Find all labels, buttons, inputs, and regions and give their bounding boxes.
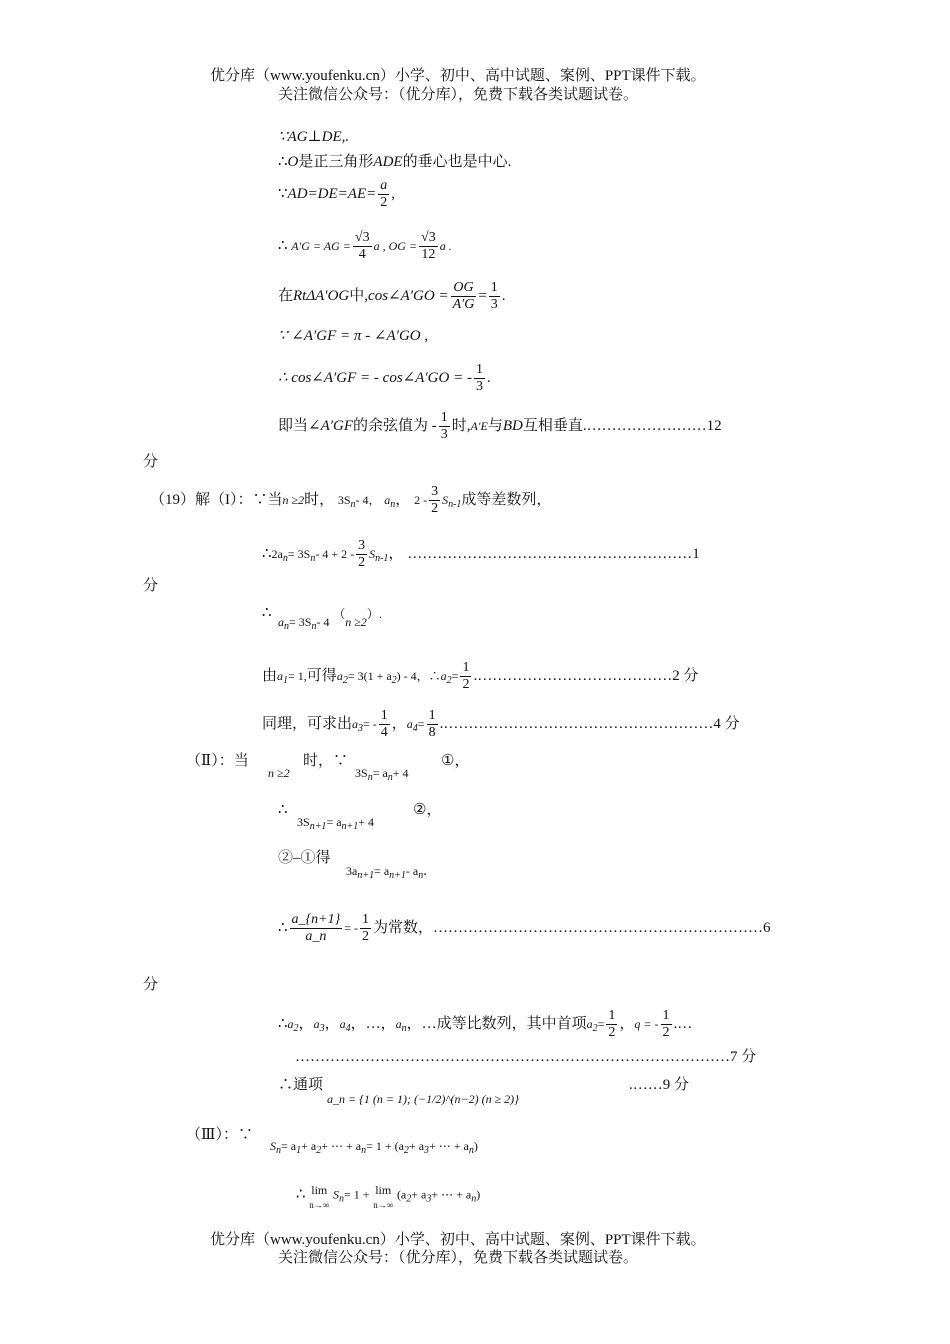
- line-ag-perp-de: ∵AG⊥DE,.: [278, 129, 350, 145]
- numerator: a_{n+1}: [291, 912, 341, 927]
- subscript: 3: [358, 722, 364, 734]
- text: 时，: [304, 491, 335, 508]
- text: 中,: [349, 287, 369, 304]
- numerator: 1: [662, 1008, 670, 1023]
- therefore-symbol: ∴: [278, 1015, 288, 1032]
- header-line-1: 优分库（www.youfenku.cn）小学、初中、高中试题、案例、PPT课件下载。: [210, 68, 706, 84]
- score-unit: 分: [143, 454, 159, 470]
- problem-header: （19）解（I）：∵当: [150, 491, 283, 508]
- text: 时，∵: [303, 753, 349, 769]
- equals: =: [451, 668, 459, 683]
- fraction-sqrt3-over-4: [353, 230, 372, 263]
- text: 在: [278, 287, 294, 304]
- numerator: √3: [354, 230, 370, 245]
- fraction-3-over-2: [356, 538, 367, 571]
- subscript: n+1: [389, 870, 406, 881]
- subscript: n: [367, 772, 373, 783]
- fraction-a-over-2: [378, 178, 389, 211]
- term: + a: [408, 1139, 425, 1153]
- formula: a_n = {1 (n = 1); (−1/2)^(n−2) (n ≥ 2)}: [327, 1091, 519, 1106]
- equation: AD=DE=AE=: [287, 185, 377, 202]
- line-limit-expression: [296, 1180, 480, 1210]
- angle: ∠A′GF: [308, 417, 354, 434]
- line-19-part-1: [150, 484, 551, 517]
- denominator: 2: [662, 1025, 670, 1040]
- subscript: 3: [426, 1193, 432, 1205]
- fraction-1-over-2: [460, 660, 471, 693]
- numerator: 1: [440, 410, 448, 425]
- fraction-og-over-ag: [451, 280, 477, 313]
- term: = -: [344, 920, 358, 935]
- line-geometric-seq: [278, 1008, 692, 1041]
- text: 同理，可求出: [262, 715, 353, 732]
- fraction-1-over-2: [661, 1008, 672, 1041]
- footer-line-2: 关注微信公众号：（优分库），免费下载各类试题试卷。: [278, 1250, 639, 1266]
- term: + ⋯ + a: [321, 1139, 362, 1153]
- equation: a , OG =: [373, 238, 418, 253]
- fraction-1-over-4: [379, 708, 390, 741]
- line-part-2-cond: [268, 763, 290, 783]
- text: 的余弦值为 -: [353, 417, 437, 434]
- subscript: 2: [316, 1145, 322, 1156]
- numerator: 1: [428, 708, 436, 723]
- subscript: n-1: [375, 552, 389, 564]
- subscript: n+1: [309, 821, 327, 832]
- numerator: √3: [421, 230, 436, 245]
- fraction-1-over-3: [474, 362, 485, 395]
- therefore-symbol: ∴: [278, 802, 288, 818]
- lim-subscript: n→∞: [373, 1200, 394, 1210]
- subscript: n: [390, 498, 396, 510]
- limit-operator: [309, 1180, 329, 1210]
- line-part-2-eq: [303, 751, 348, 771]
- fraction-1-over-8: [427, 708, 438, 741]
- line-general-term: [278, 1075, 690, 1106]
- lim-subscript: n→∞: [309, 1200, 330, 1210]
- term: a: [440, 668, 447, 683]
- term: = 1 + (a: [366, 1139, 404, 1153]
- term: a: [586, 1016, 593, 1031]
- numerator: a: [380, 178, 388, 193]
- term: + 4: [392, 766, 409, 780]
- equals: =: [478, 287, 487, 304]
- line-part-3-header: （Ⅲ）：∵: [186, 1127, 253, 1143]
- text: ，…，: [350, 1015, 396, 1032]
- denominator: 4: [358, 247, 366, 262]
- term: a: [278, 615, 284, 629]
- fraction-1-over-2: [606, 1008, 617, 1041]
- subscript: 1: [283, 674, 289, 686]
- term: 3S: [337, 492, 351, 507]
- numerator: 3: [358, 538, 366, 553]
- text: 由: [262, 667, 278, 684]
- point-o: O: [287, 154, 299, 170]
- therefore-symbol: ∴: [296, 1186, 306, 1203]
- text: .…: [673, 1015, 693, 1032]
- therefore-symbol: ∴: [278, 237, 288, 254]
- term: = 1,: [288, 668, 307, 683]
- line-subtract-eq: [346, 861, 427, 886]
- text: .: [486, 369, 491, 386]
- text: ，: [619, 1015, 635, 1032]
- subscript: n: [387, 772, 393, 783]
- score-dots: …………………………………………………1: [407, 545, 700, 562]
- segment-ae: A′E: [470, 418, 488, 433]
- term: a: [287, 1016, 294, 1031]
- term: = 3S: [287, 546, 311, 561]
- term: S: [270, 1139, 276, 1153]
- term: 3S: [297, 815, 310, 829]
- term: a: [336, 668, 343, 683]
- text: 为常数，: [372, 919, 433, 936]
- text: ，: [388, 545, 404, 562]
- term: ) - 4，∴: [396, 668, 441, 683]
- denominator: 2: [431, 501, 439, 516]
- subscript: n: [468, 1145, 474, 1156]
- term: 3a: [346, 864, 358, 878]
- term: = 1 +: [343, 1187, 370, 1202]
- text: ∴通项: [278, 1077, 324, 1093]
- line-an-formula-body: [278, 607, 382, 637]
- line-angle-agf: ∵ ∠A′GF = π - ∠A′GO ,: [278, 328, 429, 344]
- ratio: q = -: [634, 1016, 659, 1031]
- term: = 3S: [289, 615, 312, 629]
- term: + ⋯ + a: [429, 1139, 469, 1153]
- text: 互相垂直.: [522, 417, 587, 434]
- term: a: [384, 492, 391, 507]
- denominator: 8: [428, 725, 436, 740]
- header-line-2: 关注微信公众号：（优分库），免费下载各类试题试卷。: [278, 87, 639, 103]
- subscript: 2: [446, 674, 452, 686]
- text: 与: [487, 417, 503, 434]
- fraction-1-over-3: [489, 280, 500, 313]
- numerator: 1: [361, 912, 369, 927]
- subscript: n: [338, 1193, 344, 1205]
- lim: lim: [375, 1183, 392, 1197]
- term: 2 -: [414, 492, 428, 507]
- term: + a: [301, 1139, 317, 1153]
- condition: n ≥2: [268, 766, 290, 780]
- numerator: 1: [490, 280, 498, 295]
- term: = -: [363, 716, 377, 731]
- equals: =: [597, 1016, 605, 1031]
- subscript: n: [284, 621, 289, 632]
- subscript: 1: [296, 1145, 302, 1156]
- equation: ∴ cos∠A′GF = - cos∠A′GO = -: [278, 369, 472, 386]
- paren: ）.: [366, 607, 382, 621]
- fraction-sqrt3-over-12: [419, 230, 438, 263]
- because-symbol: ∵: [278, 185, 288, 202]
- text: ,: [391, 185, 395, 202]
- subscript: n: [310, 552, 316, 564]
- numerator: 1: [380, 708, 388, 723]
- term: - a: [405, 864, 419, 878]
- subscript: n: [311, 621, 317, 632]
- term: (a: [396, 1187, 407, 1202]
- segment-bd: BD: [502, 417, 523, 434]
- score-dots: .……9 分: [629, 1077, 690, 1093]
- fraction-1-over-3: [439, 410, 450, 443]
- equals: =: [417, 716, 425, 731]
- subscript: n: [350, 498, 356, 510]
- line-sides-equal: [278, 178, 395, 211]
- text: 即当: [278, 417, 309, 434]
- score-dots: …………………………………2 分: [477, 667, 699, 684]
- line-ag-og-values: [278, 230, 452, 263]
- line-subtract: ②–①得: [278, 850, 331, 866]
- denominator: 4: [380, 725, 388, 740]
- subscript: n: [361, 1145, 367, 1156]
- circle-1-marker: ①，: [441, 753, 470, 769]
- score-dots: ……………………12: [586, 417, 722, 434]
- condition: n ≥2: [282, 492, 305, 507]
- general-term-formula-clipped: [327, 1083, 629, 1106]
- fraction-an1-over-an: [290, 912, 343, 945]
- triangle-name: RtΔA′OG: [293, 287, 350, 304]
- therefore-symbol: ∴: [262, 605, 272, 621]
- therefore-symbol: ∴: [262, 545, 272, 562]
- text: 时,: [451, 417, 471, 434]
- text: .: [501, 287, 506, 304]
- line-cos-ago: [278, 280, 506, 313]
- therefore-symbol: ∴: [278, 919, 288, 936]
- subscript: 2: [406, 1193, 412, 1205]
- text: ，: [391, 715, 407, 732]
- numerator: 1: [462, 660, 470, 675]
- part-header: （Ⅱ）：当: [186, 753, 249, 769]
- condition: n ≥2: [345, 615, 367, 629]
- subscript: 3: [319, 1022, 325, 1034]
- line-2an-equation: [262, 538, 700, 571]
- limit-operator: [373, 1180, 393, 1210]
- line-ratio-constant: [278, 912, 770, 945]
- line-conclusion-perpendicular: [278, 410, 722, 443]
- circle-2-marker: ②，: [413, 802, 442, 818]
- text: 可得: [306, 667, 337, 684]
- subscript: n: [471, 1193, 477, 1205]
- lim: lim: [311, 1183, 328, 1197]
- line-o-center: [278, 152, 511, 172]
- numerator: 1: [608, 1008, 616, 1023]
- text: .: [423, 863, 427, 879]
- score-unit: 分: [143, 977, 159, 993]
- term: 3S: [355, 766, 368, 780]
- text: 成等差数列，: [461, 491, 552, 508]
- term: S: [369, 546, 376, 561]
- subscript: 2: [391, 674, 397, 686]
- therefore-symbol: ∴: [278, 154, 288, 170]
- footer-line-1: 优分库（www.youfenku.cn）小学、初中、高中试题、案例、PPT课件下载。: [210, 1232, 706, 1248]
- term: 2a: [271, 546, 283, 561]
- text: ，: [395, 491, 411, 508]
- text: 是正三角形: [298, 154, 374, 170]
- subscript: 2: [592, 1022, 598, 1034]
- score-dots: …………………………………………………………6: [432, 919, 771, 936]
- numerator: 3: [431, 484, 439, 499]
- term: = a: [281, 1139, 297, 1153]
- denominator: 3: [490, 297, 498, 312]
- line-part-2-eq-body: [355, 763, 409, 788]
- score-unit: 分: [143, 578, 159, 594]
- term: ): [476, 1187, 481, 1202]
- paren: （: [333, 607, 346, 621]
- denominator: 12: [421, 247, 436, 262]
- triangle-ade: ADE: [373, 154, 403, 170]
- subscript: n: [282, 552, 288, 564]
- subscript: 4: [345, 1022, 351, 1034]
- text: 的垂心也是中心.: [402, 154, 512, 170]
- score-dots: ………………………………………………4 分: [443, 715, 740, 732]
- subscript: n+1: [357, 870, 375, 881]
- term: = a: [374, 864, 390, 878]
- subscript: n-1: [448, 498, 462, 510]
- denominator: 2: [361, 929, 369, 944]
- term: a: [313, 1016, 320, 1031]
- term: = 3(1 + a: [347, 668, 392, 683]
- subscript: 2: [293, 1022, 299, 1034]
- subscript: n: [401, 1022, 407, 1034]
- numerator: OG: [453, 280, 474, 295]
- subscript: n+1: [341, 821, 359, 832]
- denominator: 3: [440, 427, 448, 442]
- fraction-3-over-2: [429, 484, 440, 517]
- term: a: [406, 716, 413, 731]
- term: + a: [411, 1187, 427, 1202]
- subscript: 2: [342, 674, 348, 686]
- term: - 4，: [355, 492, 381, 507]
- term: a: [352, 716, 359, 731]
- denominator: A′G: [452, 297, 475, 312]
- denominator: 2: [608, 1025, 616, 1040]
- term: S: [332, 1187, 339, 1202]
- line-3sn1-eq: [297, 812, 374, 837]
- denominator: 2: [462, 677, 470, 692]
- subscript: n: [276, 1145, 281, 1156]
- term: - 4 + 2 -: [315, 546, 355, 561]
- term: + 4: [358, 815, 375, 829]
- denominator: 2: [358, 555, 366, 570]
- fraction-1-over-2: [360, 912, 371, 945]
- text: ，…成等比数列，其中首项: [406, 1015, 587, 1032]
- numerator: 1: [475, 362, 483, 377]
- subscript: 4: [412, 722, 418, 734]
- text: .: [473, 667, 478, 684]
- score-dots-7: ……………………………………………………………………………7 分: [295, 1049, 757, 1065]
- line-sum-expression: [270, 1136, 478, 1161]
- equation: A′G = AG =: [291, 238, 351, 253]
- text: .: [439, 715, 444, 732]
- denominator: a_n: [305, 929, 327, 944]
- term: - 4: [316, 615, 330, 629]
- equation: cos∠A′GO =: [368, 287, 449, 304]
- subscript: 3: [424, 1145, 430, 1156]
- term: ): [473, 1139, 478, 1153]
- line-cos-agf: [278, 362, 491, 395]
- term: + ⋯ + a: [431, 1187, 472, 1202]
- line-a3-a4-values: [262, 708, 740, 741]
- subscript: n: [418, 870, 424, 881]
- line-a2-value: [262, 660, 698, 693]
- term: a: [339, 1016, 346, 1031]
- denominator: 2: [380, 195, 388, 210]
- term: = a: [372, 766, 388, 780]
- equation: a .: [439, 238, 452, 253]
- line-part-2-start: [186, 751, 249, 771]
- text: ，: [324, 1015, 340, 1032]
- term: = a: [326, 815, 342, 829]
- subscript: 2: [403, 1145, 409, 1156]
- term: a: [395, 1016, 402, 1031]
- term: a: [277, 668, 284, 683]
- text: ，: [298, 1015, 314, 1032]
- term: S: [442, 492, 449, 507]
- line-an-formula: [262, 603, 272, 623]
- denominator: 3: [475, 379, 483, 394]
